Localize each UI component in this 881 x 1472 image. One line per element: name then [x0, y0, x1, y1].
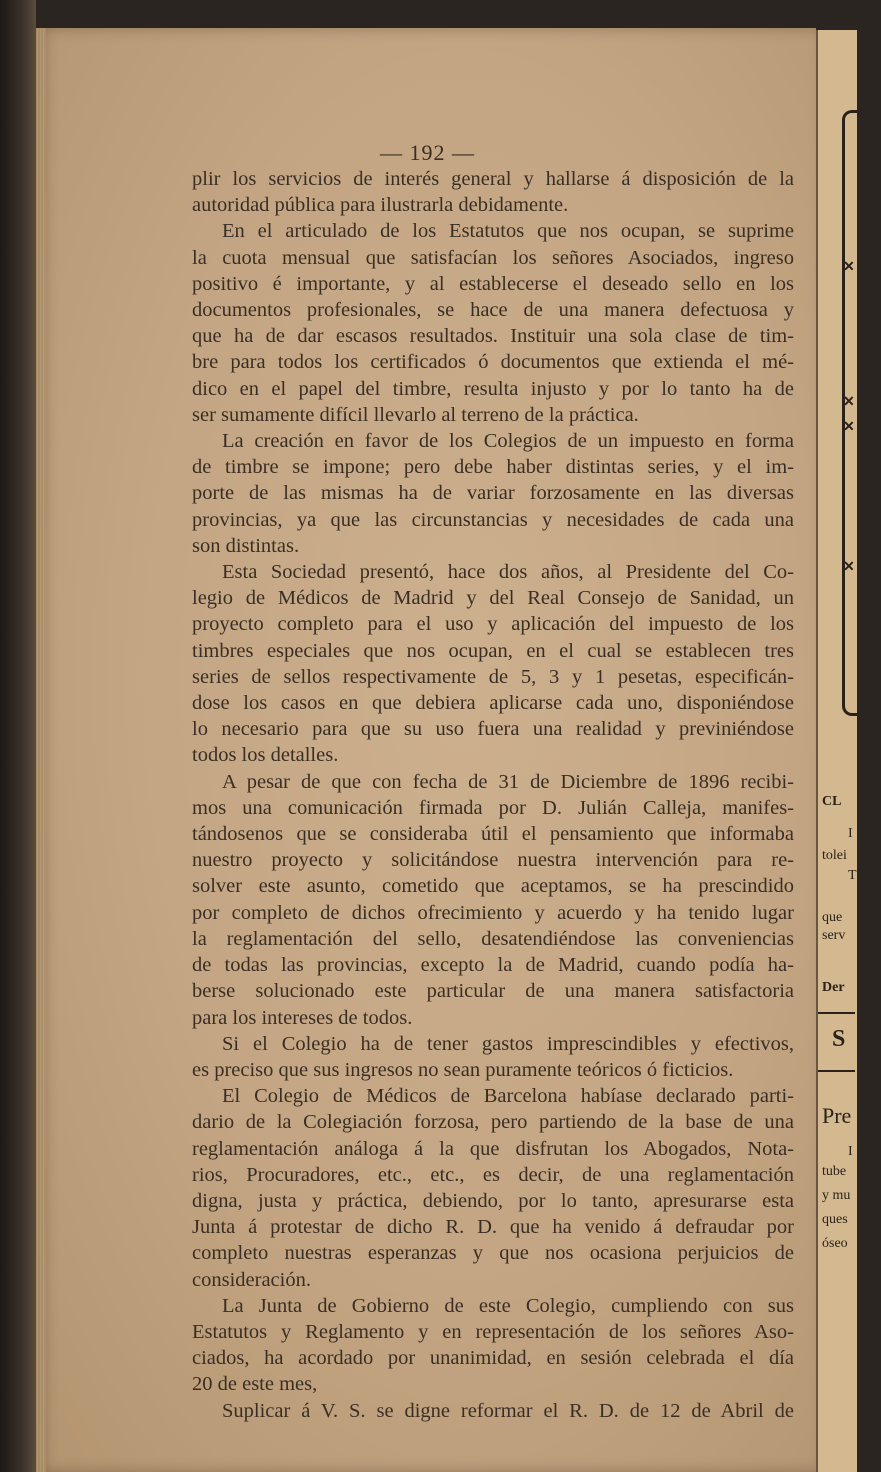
adjacent-text-fragment: ques	[822, 1212, 848, 1227]
text-line: series de sellos respectivamente de 5, 3 y 1 pesetas, especificán-	[192, 665, 794, 688]
text-line: dario de la Colegiación forzosa, pero partiendo de la base de una	[192, 1111, 794, 1134]
text-line: para los intereses de todos.	[192, 1006, 413, 1029]
ornament-x-mark: ✕	[843, 395, 855, 410]
text-line: plir los servicios de interés general y hallarse á disposición de la	[192, 168, 794, 190]
text-line: dico en el papel del timbre, resulta injusto y por lo tanto ha de	[192, 377, 794, 400]
adjacent-text-fragment: I	[848, 826, 853, 841]
text-line: es preciso que sus ingresos no sean puramente teóricos ó ficticios.	[192, 1058, 734, 1081]
text-line: La creación en favor de los Colegios de un impuesto en forma	[222, 430, 794, 453]
text-line: rios, Procuradores, etc., etc., es decir, de una reglamentación	[192, 1163, 794, 1186]
text-line: Estatutos y Reglamento y en representación de los señores Aso-	[192, 1320, 794, 1343]
text-line: dose los casos en que debiera aplicarse cada uno, disponiéndose	[192, 692, 794, 715]
paragraph	[192, 218, 794, 428]
paragraph	[192, 1293, 794, 1398]
adjacent-text-fragment: serv	[822, 928, 846, 943]
text-line: porte de las mismas ha de variar forzosamente en las diversas	[192, 482, 794, 505]
text-line: de todas las provincias, excepto la de Madrid, cuando podía ha-	[192, 954, 794, 977]
adjacent-text-fragment: CL	[822, 794, 842, 809]
text-line: la reglamentación del sello, desatendiéndose las conveniencias	[192, 927, 794, 950]
text-line: digna, justa y práctica, debiendo, por lo tanto, apresurarse esta	[192, 1189, 794, 1212]
body-text	[192, 166, 794, 1424]
text-line: 20 de este mes,	[192, 1373, 318, 1396]
text-line: todos los detalles.	[192, 744, 339, 767]
text-line: El Colegio de Médicos de Barcelona habíase declarado parti-	[222, 1085, 794, 1108]
text-line: son distintas.	[192, 534, 300, 557]
text-line: nuestro proyecto y solicitándose nuestra intervención para re-	[192, 849, 794, 872]
text-line: provincias, ya que las circunstancias y necesidades de cada una	[192, 508, 794, 531]
text-line: reglamentación análoga á la que disfrutan los Abogados, Nota-	[192, 1137, 794, 1160]
paragraph	[192, 428, 794, 559]
text-line: Suplicar á V. S. se digne reformar el R. D. de 12 de Abril de	[222, 1399, 794, 1422]
text-line: de timbre se impone; pero debe haber distintas series, y el im-	[192, 456, 794, 479]
text-line: proyecto completo para el uso y aplicación del impuesto de los	[192, 613, 794, 636]
adjacent-text-fragment: Der	[822, 980, 845, 995]
adjacent-text-fragment: T	[848, 868, 857, 883]
adjacent-text-fragment: I	[848, 1144, 853, 1159]
text-line: mos una comunicación firmada por D. Julián Calleja, manifes-	[192, 796, 794, 819]
text-line: legio de Médicos de Madrid y del Real Consejo de Sanidad, un	[192, 587, 794, 610]
paragraph	[192, 1031, 794, 1083]
adjacent-page-ornament	[842, 110, 858, 716]
text-line: berse solucionado este particular de una manera satisfactoria	[192, 980, 794, 1003]
paragraph	[192, 769, 794, 1031]
text-line: documentos profesionales, se hace de una manera defectuosa y	[192, 299, 794, 322]
text-line: ciados, ha acordado por unanimidad, en sesión celebrada el día	[192, 1347, 794, 1370]
text-line: solver este asunto, cometido que aceptamos, se ha prescindido	[192, 875, 794, 898]
text-line: que ha de dar escasos resultados. Instituir una sola clase de tim-	[192, 325, 794, 348]
paragraph	[192, 166, 794, 218]
ornament-x-mark: ✕	[843, 260, 855, 275]
ornament-x-mark: ✕	[843, 560, 855, 575]
paragraph	[192, 559, 794, 769]
text-line: La Junta de Gobierno de este Colegio, cumpliendo con sus	[222, 1294, 794, 1317]
text-line: lo necesario para que su uso fuera una realidad y previniéndose	[192, 718, 794, 741]
text-line: completo nuestras esperanzas y que nos ocasiona perjuicios de	[192, 1242, 794, 1265]
adjacent-text-fragment: óseo	[822, 1236, 848, 1251]
adjacent-text-fragment: y mu	[822, 1188, 851, 1203]
text-line: bre para todos los certificados ó documentos que extienda el mé-	[192, 351, 794, 374]
book-binding-edge	[0, 0, 36, 1472]
ornament-x-mark: ✕	[843, 420, 855, 435]
text-line: positivo é importante, y al establecerse el deseado sello en los	[192, 272, 794, 295]
adjacent-text-fragment: S	[832, 1026, 846, 1052]
adjacent-text-fragment: que	[822, 910, 843, 925]
text-line: tándosenos que se consideraba útil el pensamiento que informaba	[192, 823, 794, 846]
text-line: consideración.	[192, 1268, 311, 1291]
adjacent-text-fragment: tube	[822, 1164, 847, 1179]
adjacent-text-fragment: Pre	[822, 1103, 852, 1128]
text-line: por completo de dichos ofrecimiento y acuerdo y ha tenido lugar	[192, 901, 794, 924]
paragraph	[192, 1083, 794, 1293]
page-gutter	[36, 28, 46, 1472]
text-line: A pesar de que con fecha de 31 de Diciembre de 1896 recibi-	[222, 770, 794, 793]
adjacent-rule	[818, 1070, 855, 1072]
text-line: Junta á protestar de dicho R. D. que ha venido á defraudar por	[192, 1216, 794, 1239]
text-line: En el articulado de los Estatutos que nos ocupan, se suprime	[222, 220, 794, 243]
page-number: — 192 —	[380, 140, 475, 165]
text-line: Esta Sociedad presentó, hace dos años, al Presidente del Co-	[222, 561, 794, 584]
text-line: Si el Colegio ha de tener gastos imprescindibles y efectivos,	[222, 1032, 794, 1055]
adjacent-rule	[818, 1012, 855, 1014]
text-line: ser sumamente difícil llevarlo al terreno de la práctica.	[192, 403, 639, 426]
adjacent-text-fragment: tolei	[822, 848, 847, 863]
text-line: autoridad pública para ilustrarla debidamente.	[192, 194, 569, 217]
paragraph	[192, 1398, 794, 1424]
text-line: timbres especiales que nos ocupan, en el cual se establecen tres	[192, 639, 794, 662]
text-line: la cuota mensual que satisfacían los señores Asociados, ingreso	[192, 246, 794, 269]
